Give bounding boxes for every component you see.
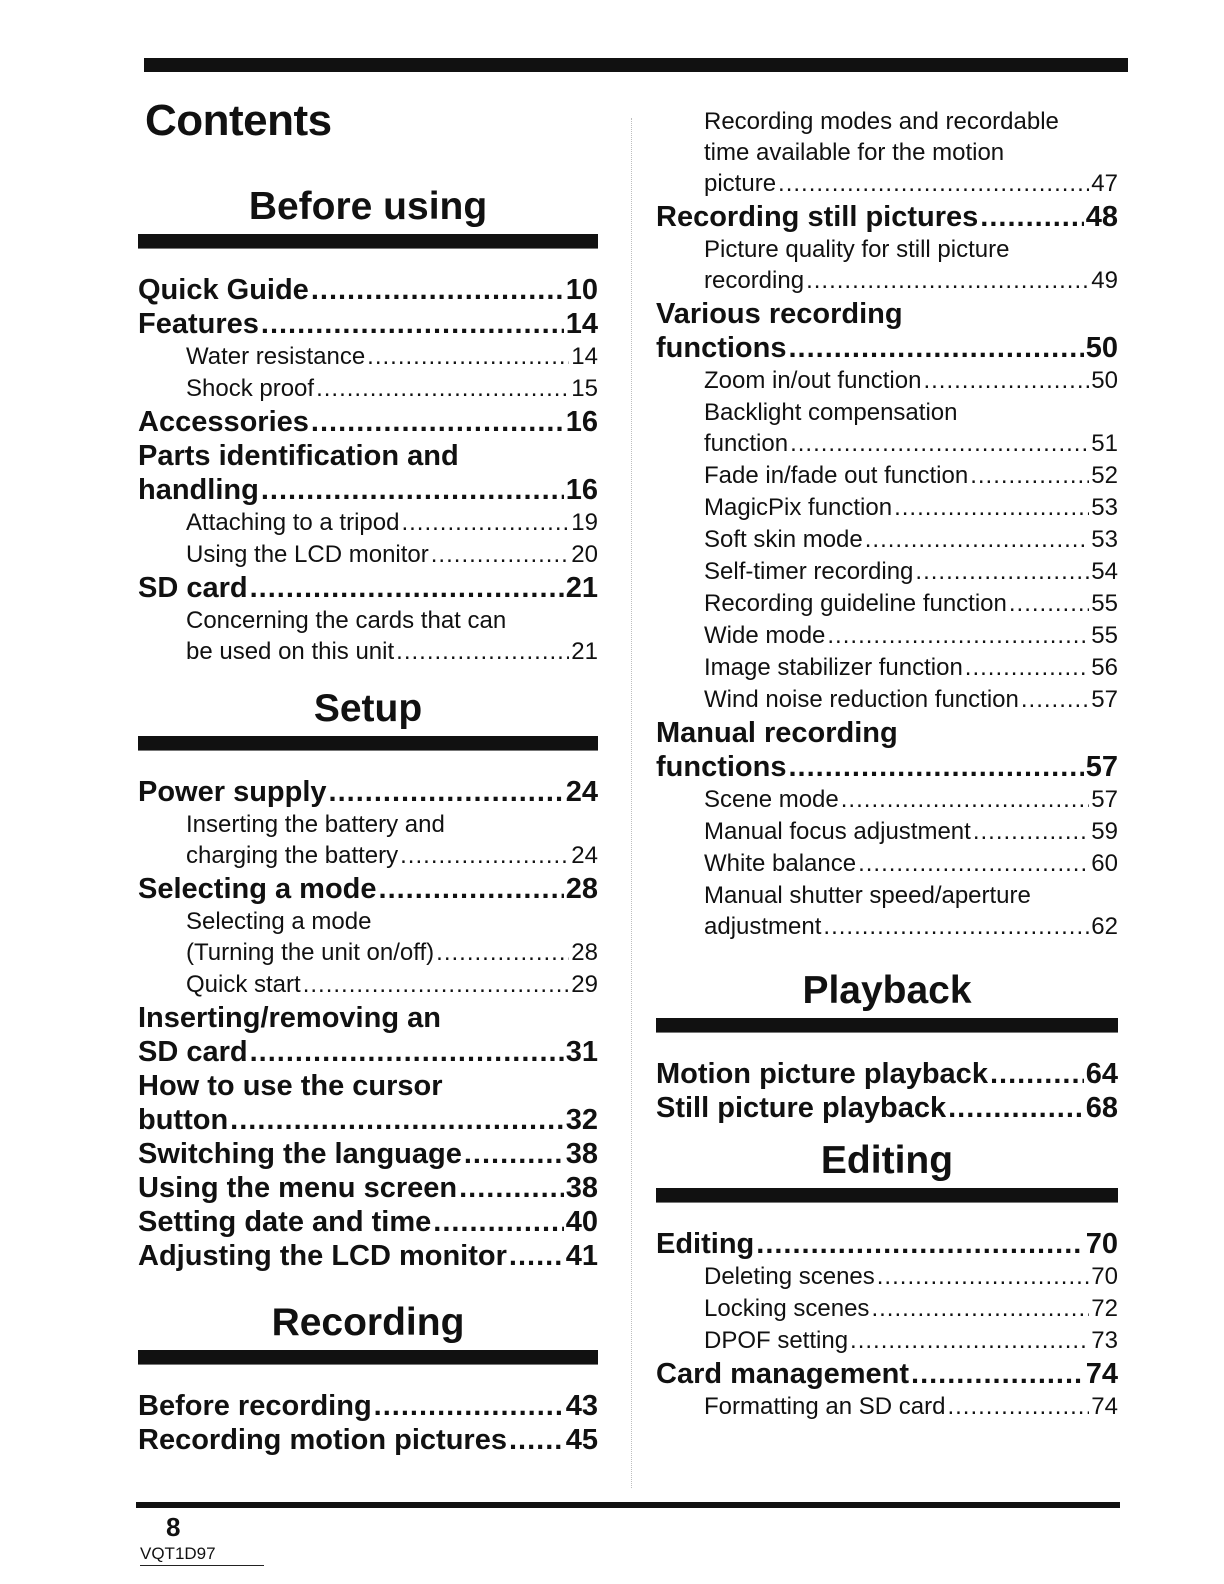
toc-page-number: 45 (565, 1424, 598, 1456)
toc-subentry[interactable]: Attaching to a tripod ..... 19 (138, 507, 598, 539)
toc-entry-line[interactable]: Parts identification and (138, 440, 459, 472)
toc-page-number: 47 (1091, 170, 1118, 197)
toc-subentry[interactable]: Wind noise reduction function ..... 57 (656, 684, 1118, 716)
toc-page-number: 72 (1091, 1295, 1118, 1322)
toc-page-number: 54 (1091, 558, 1118, 585)
toc-list (656, 1057, 1118, 1125)
toc-page-number: 21 (571, 638, 598, 665)
toc-subentry[interactable]: Soft skin mode ..... 53 (656, 524, 1118, 556)
toc-page-number: 73 (1091, 1327, 1118, 1354)
toc-entry[interactable]: Selecting a mode ..... 28 (138, 872, 598, 906)
toc-subentry-line[interactable]: Selecting a mode (186, 908, 372, 935)
toc-entry[interactable]: Setting date and time ..... 40 (138, 1205, 598, 1239)
toc-subentry[interactable]: Recording guideline function ..... 55 (656, 588, 1118, 620)
toc-page-number: 20 (571, 541, 598, 568)
section-before-using (138, 184, 598, 665)
toc-subentry[interactable]: recording ..... 49 (656, 265, 1118, 297)
section-rule (138, 1350, 598, 1365)
toc-page-number: 32 (565, 1104, 598, 1136)
column-divider (631, 118, 632, 1488)
section-setup (138, 686, 598, 1272)
toc-subentry[interactable]: Using the LCD monitor ..... 20 (138, 539, 598, 571)
toc-page-number: 24 (565, 776, 598, 808)
toc-subentry[interactable]: Self-timer recording ..... 54 (656, 556, 1118, 588)
toc-subentry[interactable]: MagicPix function ..... 53 (656, 492, 1118, 524)
toc-entry[interactable]: Adjusting the LCD monitor ..... 41 (138, 1239, 598, 1273)
toc-subentry-line[interactable]: Inserting the battery and (186, 811, 445, 838)
toc-subentry[interactable]: Fade in/fade out function ..... 52 (656, 460, 1118, 492)
toc-page-number: 50 (1085, 332, 1118, 364)
toc-page-number: 56 (1091, 654, 1118, 681)
toc-entry[interactable]: Quick Guide ..... 10 (138, 273, 598, 307)
toc-entry-line[interactable]: How to use the cursor (138, 1070, 443, 1102)
toc-page-number: 55 (1091, 590, 1118, 617)
toc-entry-line[interactable]: Inserting/removing an (138, 1002, 441, 1034)
toc-list (656, 1227, 1118, 1423)
toc-subentry-line[interactable]: Concerning the cards that can (186, 607, 507, 634)
toc-page-number: 16 (565, 406, 598, 438)
toc-page-number: 43 (565, 1390, 598, 1422)
toc-list (138, 1389, 598, 1457)
toc-subentry-line[interactable]: Manual shutter speed/aperture (704, 882, 1031, 909)
toc-subentry[interactable]: picture ..... 47 (656, 168, 1118, 200)
section-title: Playback (802, 969, 972, 1012)
toc-page-number: 29 (571, 971, 598, 998)
bottom-rule (136, 1502, 1120, 1508)
toc-page-number: 19 (571, 509, 598, 536)
section-rule (138, 736, 598, 751)
section-title: Recording (271, 1301, 465, 1344)
toc-page-number: 38 (565, 1172, 598, 1204)
toc-subentry[interactable]: DPOF setting ..... 73 (656, 1325, 1118, 1357)
toc-page-number: 60 (1091, 850, 1118, 877)
toc-page-number: 14 (565, 308, 598, 340)
toc-subentry[interactable]: be used on this unit ..... 21 (138, 636, 598, 668)
toc-entry[interactable]: Accessories ..... 16 (138, 405, 598, 439)
toc-page-number: 57 (1091, 786, 1118, 813)
section-editing (656, 1138, 1118, 1420)
toc-page-number: 70 (1091, 1263, 1118, 1290)
toc-entry[interactable]: Recording still pictures ..... 48 (656, 200, 1118, 234)
toc-page-number: 74 (1091, 1393, 1118, 1420)
toc-page-number: 68 (1085, 1092, 1118, 1124)
toc-subentry[interactable]: Shock proof ..... 15 (138, 373, 598, 405)
toc-list-recording-continued (656, 106, 1118, 943)
section-title: Editing (820, 1139, 954, 1182)
toc-page-number: 64 (1085, 1058, 1118, 1090)
toc-page-number: 28 (565, 873, 598, 905)
toc-entry-line[interactable]: Various recording (656, 298, 903, 330)
toc-subentry-line[interactable]: Picture quality for still picture (704, 236, 1010, 263)
toc-entry[interactable]: Switching the language ..... 38 (138, 1137, 598, 1171)
toc-page-number: 52 (1091, 462, 1118, 489)
toc-subentry[interactable]: Deleting scenes ..... 70 (656, 1261, 1118, 1293)
toc-subentry-line[interactable]: Recording modes and recordable (704, 108, 1059, 135)
toc-entry[interactable]: handling ..... 16 (138, 473, 598, 507)
page-number: 8 (166, 1512, 181, 1542)
toc-page-number: 48 (1085, 201, 1118, 233)
toc-page-number: 28 (571, 939, 598, 966)
toc-entry[interactable]: functions ..... 50 (656, 331, 1118, 365)
left-column (138, 0, 598, 1584)
section-rule (656, 1188, 1118, 1203)
toc-page-number: 31 (565, 1036, 598, 1068)
toc-page-number: 53 (1091, 494, 1118, 521)
toc-page-number: 15 (571, 375, 598, 402)
toc-page-number: 57 (1091, 686, 1118, 713)
toc-list (138, 775, 598, 1273)
toc-page-number: 70 (1085, 1228, 1118, 1260)
toc-subentry-line[interactable]: time available for the motion (704, 139, 1005, 166)
section-rule (138, 234, 598, 249)
toc-entry[interactable]: Card management ..... 74 (656, 1357, 1118, 1391)
toc-page-number: 59 (1091, 818, 1118, 845)
toc-entry[interactable]: Features ..... 14 (138, 307, 598, 341)
toc-subentry[interactable]: adjustment ..... 62 (656, 911, 1118, 943)
toc-subentry[interactable]: (Turning the unit on/off) ..... 28 (138, 937, 598, 969)
toc-entry[interactable]: button ..... 32 (138, 1103, 598, 1137)
section-playback (656, 968, 1118, 1124)
toc-subentry[interactable]: charging the battery ..... 24 (138, 840, 598, 872)
toc-subentry[interactable]: Image stabilizer function ..... 56 (656, 652, 1118, 684)
toc-entry[interactable]: SD card ..... 21 (138, 571, 598, 605)
toc-page-number: 55 (1091, 622, 1118, 649)
toc-page-number: 21 (565, 572, 598, 604)
section-rule (656, 1018, 1118, 1033)
toc-subentry[interactable]: White balance ..... 60 (656, 848, 1118, 880)
toc-page-number: 41 (565, 1240, 598, 1272)
toc-page-number: 24 (571, 842, 598, 869)
toc-subentry[interactable]: Zoom in/out function ..... 50 (656, 365, 1118, 397)
toc-subentry[interactable]: Water resistance ..... 14 (138, 341, 598, 373)
toc-page-number: 62 (1091, 913, 1118, 940)
toc-entry[interactable]: SD card ..... 31 (138, 1035, 598, 1069)
toc-page-number: 40 (565, 1206, 598, 1238)
toc-entry[interactable]: functions ..... 57 (656, 750, 1118, 784)
toc-entry[interactable]: Using the menu screen ..... 38 (138, 1171, 598, 1205)
toc-subentry[interactable]: Wide mode ..... 55 (656, 620, 1118, 652)
document-code: VQT1D97 (140, 1544, 264, 1566)
toc-subentry[interactable]: function ..... 51 (656, 428, 1118, 460)
section-recording (138, 1300, 598, 1456)
toc-entry[interactable]: Power supply ..... 24 (138, 775, 598, 809)
toc-entry[interactable]: Motion picture playback ..... 64 (656, 1057, 1118, 1091)
toc-page-number: 53 (1091, 526, 1118, 553)
toc-subentry[interactable]: Manual focus adjustment ..... 59 (656, 816, 1118, 848)
toc-subentry-line[interactable]: Backlight compensation (704, 399, 958, 426)
toc-entry[interactable]: Before recording ..... 43 (138, 1389, 598, 1423)
section-title: Before using (248, 185, 488, 228)
toc-list (138, 273, 598, 668)
toc-page-number: 10 (565, 274, 598, 306)
page-title: Contents (145, 96, 332, 145)
right-column (656, 0, 1118, 1584)
toc-subentry[interactable]: Scene mode ..... 57 (656, 784, 1118, 816)
toc-subentry[interactable]: Locking scenes ..... 72 (656, 1293, 1118, 1325)
toc-entry-line[interactable]: Manual recording (656, 717, 898, 749)
section-title: Setup (313, 687, 423, 730)
toc-subentry[interactable]: Formatting an SD card ..... 74 (656, 1391, 1118, 1423)
toc-subentry[interactable]: Quick start ..... 29 (138, 969, 598, 1001)
toc-page-number: 51 (1091, 430, 1118, 457)
toc-page-number: 57 (1085, 751, 1118, 783)
toc-entry[interactable]: Editing ..... 70 (656, 1227, 1118, 1261)
toc-page-number: 49 (1091, 267, 1118, 294)
toc-page-number: 14 (571, 343, 598, 370)
toc-entry[interactable]: Recording motion pictures ..... 45 (138, 1423, 598, 1457)
toc-page-number: 38 (565, 1138, 598, 1170)
toc-page-number: 74 (1085, 1358, 1118, 1390)
toc-entry[interactable]: Still picture playback ..... 68 (656, 1091, 1118, 1125)
toc-page-number: 50 (1091, 367, 1118, 394)
toc-page-number: 16 (565, 474, 598, 506)
